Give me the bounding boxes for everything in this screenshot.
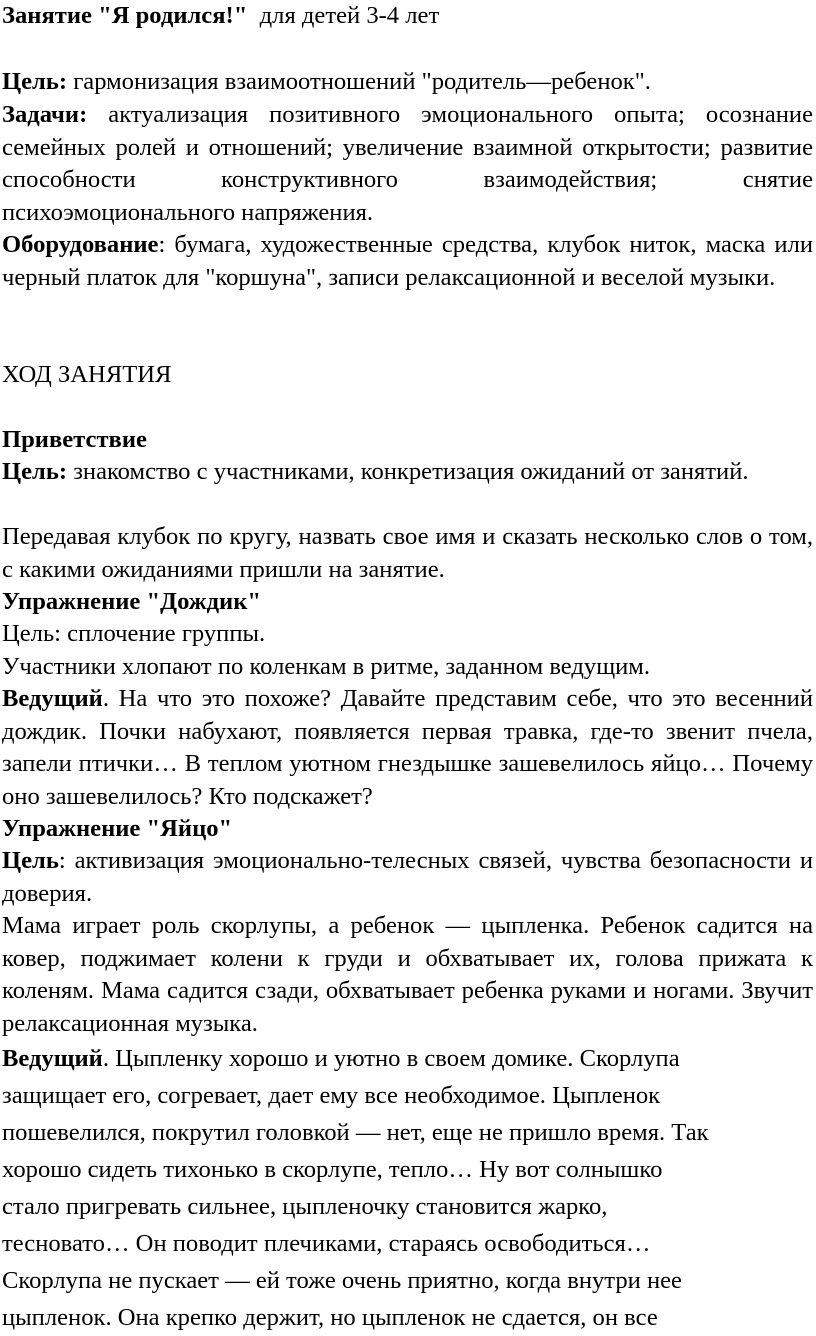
egg-leader-line: Ведущий. Цыпленку хорошо и уютно в своем домике. Скорлупа xyxy=(2,1045,680,1072)
rain-goal: Цель: сплочение группы. xyxy=(2,620,266,647)
equipment-paragraph xyxy=(2,229,813,294)
greeting-goal-text: знакомство с участниками, конкретизация ожиданий от занятий. xyxy=(67,458,749,485)
egg-leader-line: защищает его, согревает, дает ему все необходимое. Цыпленок xyxy=(2,1082,661,1109)
egg-goal-text: : активизация эмоционально-телесных связей, чувства безопасности и доверия. xyxy=(2,847,813,907)
course-heading: ХОД ЗАНЯТИЯ xyxy=(2,361,172,388)
greeting-heading: Приветствие xyxy=(2,426,147,453)
goal-label: Цель: xyxy=(2,68,68,95)
rain-heading: Упражнение "Дождик" xyxy=(2,588,262,615)
rain-leader-text: . На что это похоже? Давайте представим себе, что это весенний дождик. Почки набухают, появляется первая травка, где-то звенит пчела, запели птички… В теплом уютном гнездышке зашевелилось яйцо… Почему оно зашевелилось? Кто подскажет? xyxy=(2,685,813,810)
title-bold: Занятие "Я родился!" xyxy=(2,2,248,29)
equipment-text: : бумага, художественные средства, клубок ниток, маска или черный платок для "коршуна", записи релаксационной и веселой музыки. xyxy=(2,231,813,291)
rain-leader-speech xyxy=(2,683,813,813)
egg-leader-speech xyxy=(2,1040,813,1336)
tasks-paragraph xyxy=(2,99,813,229)
rain-leader-label: Ведущий xyxy=(2,685,103,712)
greeting-goal-label: Цель: xyxy=(2,458,68,485)
egg-leader-line: цыпленок. Она крепко держит, но цыпленок не сдается, он все xyxy=(2,1304,658,1331)
egg-leader-label: Ведущий xyxy=(2,1045,103,1072)
equipment-label: Оборудование xyxy=(2,231,159,258)
tasks-text: актуализация позитивного эмоционального опыта; осознание семейных ролей и отношений; увеличение взаимной открытости; развитие способности конструктивного взаимодействия; снятие психоэмоционального напряжения. xyxy=(2,101,813,226)
egg-heading: Упражнение "Яйцо" xyxy=(2,815,233,842)
greeting-goal xyxy=(2,456,813,489)
egg-goal-label: Цель xyxy=(2,847,59,874)
greeting-body: Передавая клубок по кругу, назвать свое имя и сказать несколько слов о том, с какими ожиданиями пришли на занятие. xyxy=(2,523,813,583)
title-age: для детей 3-4 лет xyxy=(259,2,440,29)
egg-leader-line: Скорлупа не пускает — ей тоже очень приятно, когда внутри нее xyxy=(2,1267,682,1294)
egg-leader-line: тесновато… Он поводит плечиками, стараясь освободиться… xyxy=(2,1230,651,1257)
goal-text: гармонизация взаимоотношений "родитель—ребенок". xyxy=(67,68,651,95)
goal-paragraph xyxy=(2,66,813,99)
egg-leader-line: пошевелился, покрутил головкой — нет, еще не пришло время. Так xyxy=(2,1119,709,1146)
egg-goal xyxy=(2,845,813,910)
document-title xyxy=(2,0,813,33)
rain-body: Участники хлопают по коленкам в ритме, заданном ведущим. xyxy=(2,653,651,680)
egg-body: Мама играет роль скорлупы, а ребенок — цыпленка. Ребенок садится на ковер, поджимает колени к груди и обхватывает их, голова прижата к коленям. Мама садится сзади, обхватывает ребенка руками и ногами. Звучит релаксационная музыка. xyxy=(2,912,813,1037)
tasks-label: Задачи: xyxy=(2,101,88,128)
egg-leader-line: хорошо сидеть тихонько в скорлупе, тепло… Ну вот солнышко xyxy=(2,1156,663,1183)
egg-leader-line: стало пригревать сильнее, цыпленочку становится жарко, xyxy=(2,1193,608,1220)
